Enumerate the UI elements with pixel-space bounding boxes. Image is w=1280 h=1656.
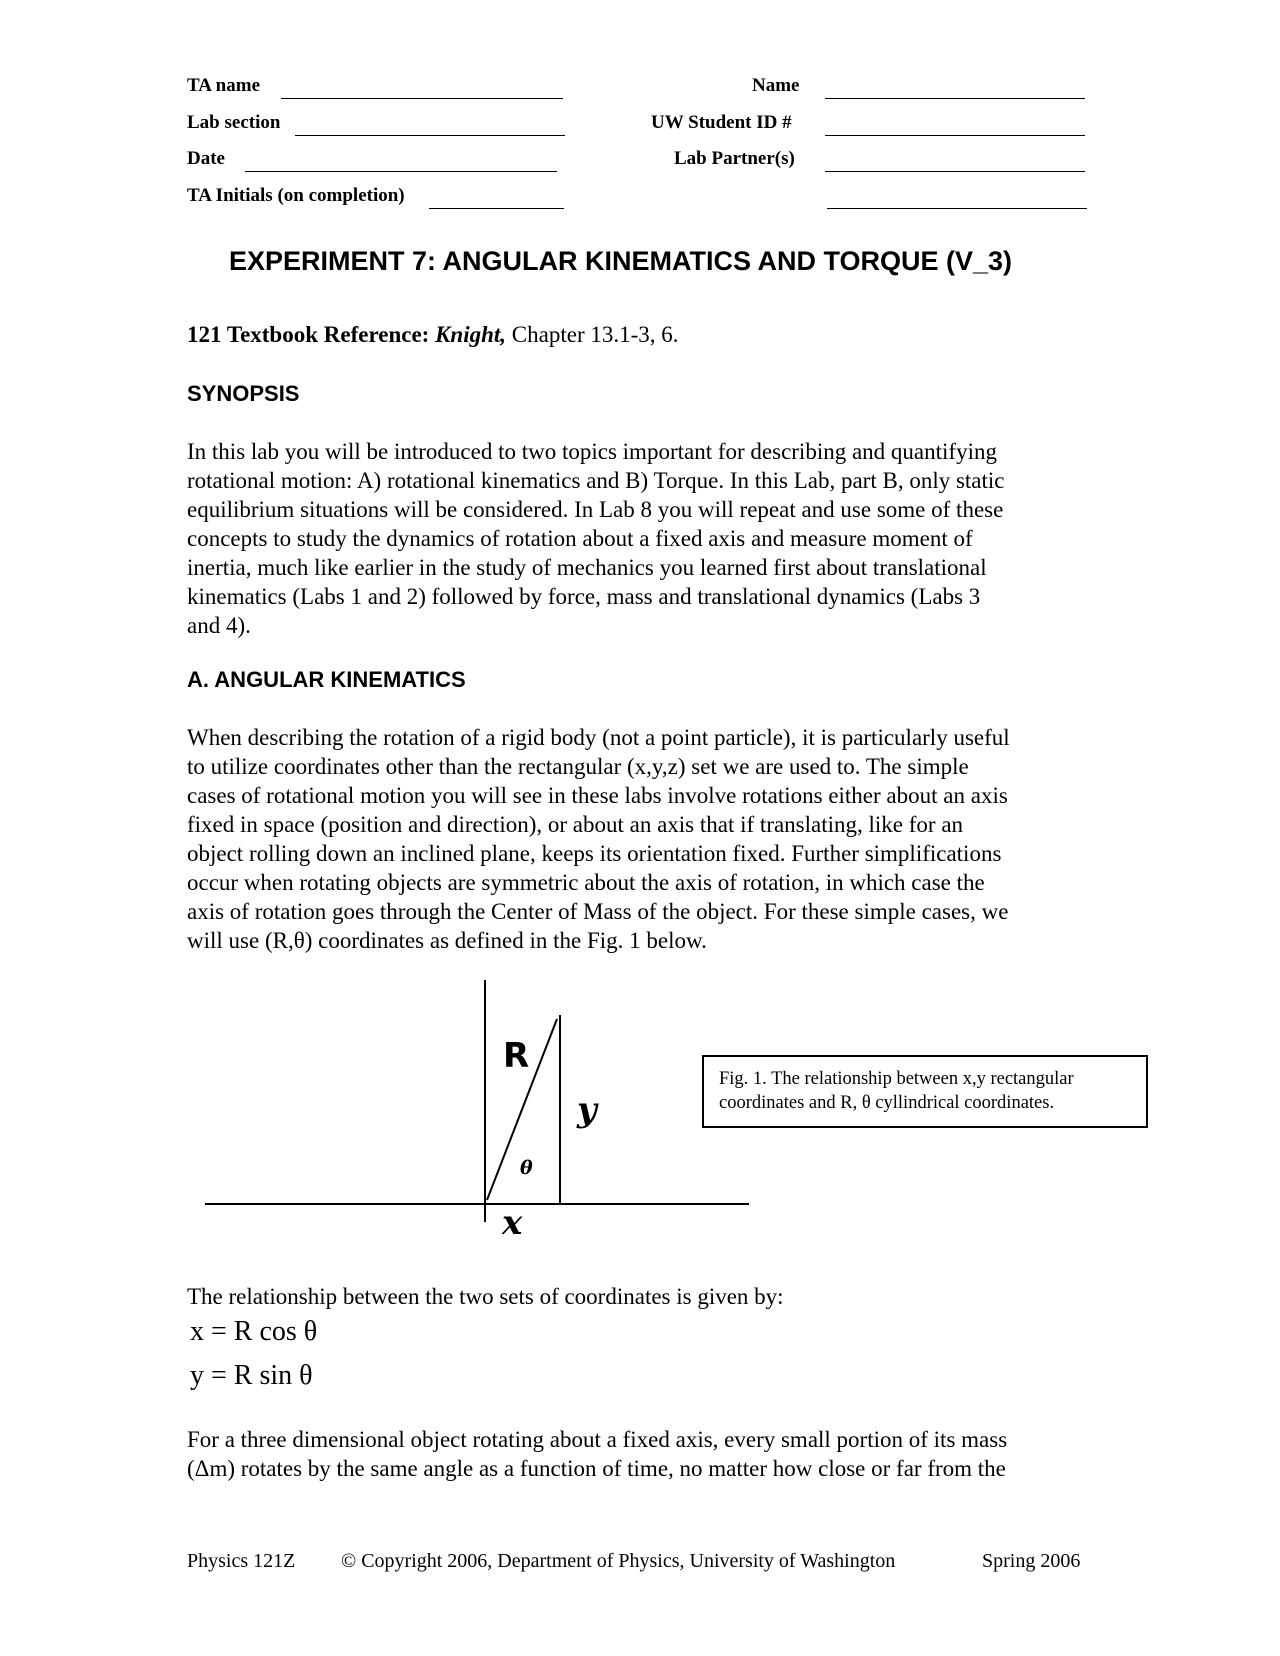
section-a-heading: A. ANGULAR KINEMATICS xyxy=(187,667,466,692)
figure-caption xyxy=(702,1055,1148,1128)
closing-paragraph xyxy=(187,1425,1087,1483)
lab-section-line xyxy=(295,135,565,136)
caption-line: coordinates and R, θ cyllindrical coordinates. xyxy=(719,1093,1055,1113)
synopsis-line: rotational motion: A) rotational kinematics and B) Torque. In this Lab, part B, only static xyxy=(187,468,1005,493)
equation-x: x = R cos θ xyxy=(190,1316,318,1347)
student-id-label: UW Student ID # xyxy=(651,112,792,133)
closing-line: For a three dimensional object rotating about a fixed axis, every small portion of its mass xyxy=(187,1427,1008,1452)
section-a-line: to utilize coordinates other than the rectangular (x,y,z) set we are used to. The simple xyxy=(187,754,969,779)
section-a-line: When describing the rotation of a rigid body (not a point particle), it is particularly useful xyxy=(187,725,1010,750)
section-a-line: will use (R,θ) coordinates as defined in the Fig. 1 below. xyxy=(187,928,707,953)
date-label: Date xyxy=(187,148,225,169)
y-label: y xyxy=(577,1090,597,1130)
synopsis-line: kinematics (Labs 1 and 2) followed by force, mass and translational dynamics (Labs 3 xyxy=(187,584,981,609)
section-a-paragraph xyxy=(187,723,1087,955)
reference-prefix: 121 Textbook Reference: xyxy=(187,322,436,347)
ta-initials-label: TA Initials (on completion) xyxy=(187,185,405,206)
section-a-line: cases of rotational motion you will see in these labs involve rotations either about an axis xyxy=(187,783,1008,808)
reference-author: Knight, xyxy=(435,322,507,347)
footer-term: Spring 2006 xyxy=(982,1550,1081,1572)
synopsis-line: In this lab you will be introduced to two topics important for describing and quantifying xyxy=(187,439,997,464)
footer-copyright: © Copyright 2006, Department of Physics, University of Washington xyxy=(341,1550,896,1572)
reference-chapter: Chapter 13.1-3, 6. xyxy=(506,322,679,347)
footer-course: Physics 121Z xyxy=(187,1550,296,1572)
lab-partners-line-2 xyxy=(827,208,1087,209)
student-id-line xyxy=(825,135,1085,136)
synopsis-line: inertia, much like earlier in the study of mechanics you learned first about translational xyxy=(187,555,987,580)
synopsis-line: and 4). xyxy=(187,613,251,638)
ta-initials-line xyxy=(429,208,564,209)
ta-name-line xyxy=(281,98,563,99)
synopsis-line: concepts to study the dynamics of rotation about a fixed axis and measure moment of xyxy=(187,526,973,551)
textbook-reference xyxy=(187,322,679,348)
relation-intro xyxy=(187,1282,1087,1311)
name-line xyxy=(825,98,1085,99)
name-label: Name xyxy=(752,75,800,96)
caption-line: Fig. 1. The relationship between x,y rectangular xyxy=(719,1069,1074,1089)
section-a-line: object rolling down an inclined plane, keeps its orientation fixed. Further simplifications xyxy=(187,841,1002,866)
theta-label: θ xyxy=(520,1157,533,1179)
equation-y: y = R sin θ xyxy=(190,1360,313,1391)
relation-intro-text: The relationship between the two sets of coordinates is given by: xyxy=(187,1284,784,1309)
synopsis-heading: SYNOPSIS xyxy=(187,381,300,406)
date-line xyxy=(245,171,557,172)
closing-line: (Δm) rotates by the same angle as a function of time, no matter how close or far from the xyxy=(187,1456,1006,1481)
section-a-line: axis of rotation goes through the Center of Mass of the object. For these simple cases, we xyxy=(187,899,1009,924)
ta-name-label: TA name xyxy=(187,75,261,96)
synopsis-line: equilibrium situations will be considered. In Lab 8 you will repeat and use some of these xyxy=(187,497,1004,522)
synopsis-paragraph xyxy=(187,437,1087,640)
r-label: R xyxy=(503,1036,530,1076)
lab-section-label: Lab section xyxy=(187,112,281,133)
experiment-title: EXPERIMENT 7: ANGULAR KINEMATICS AND TORQUE (V_3) xyxy=(229,246,1013,276)
section-a-line: occur when rotating objects are symmetric about the axis of rotation, in which case the xyxy=(187,870,985,895)
section-a-line: fixed in space (position and direction), or about an axis that if translating, like for an xyxy=(187,812,964,837)
coordinate-figure xyxy=(200,975,760,1245)
x-label: x xyxy=(502,1203,523,1243)
lab-partners-line xyxy=(825,171,1085,172)
lab-partners-label: Lab Partner(s) xyxy=(674,148,795,169)
